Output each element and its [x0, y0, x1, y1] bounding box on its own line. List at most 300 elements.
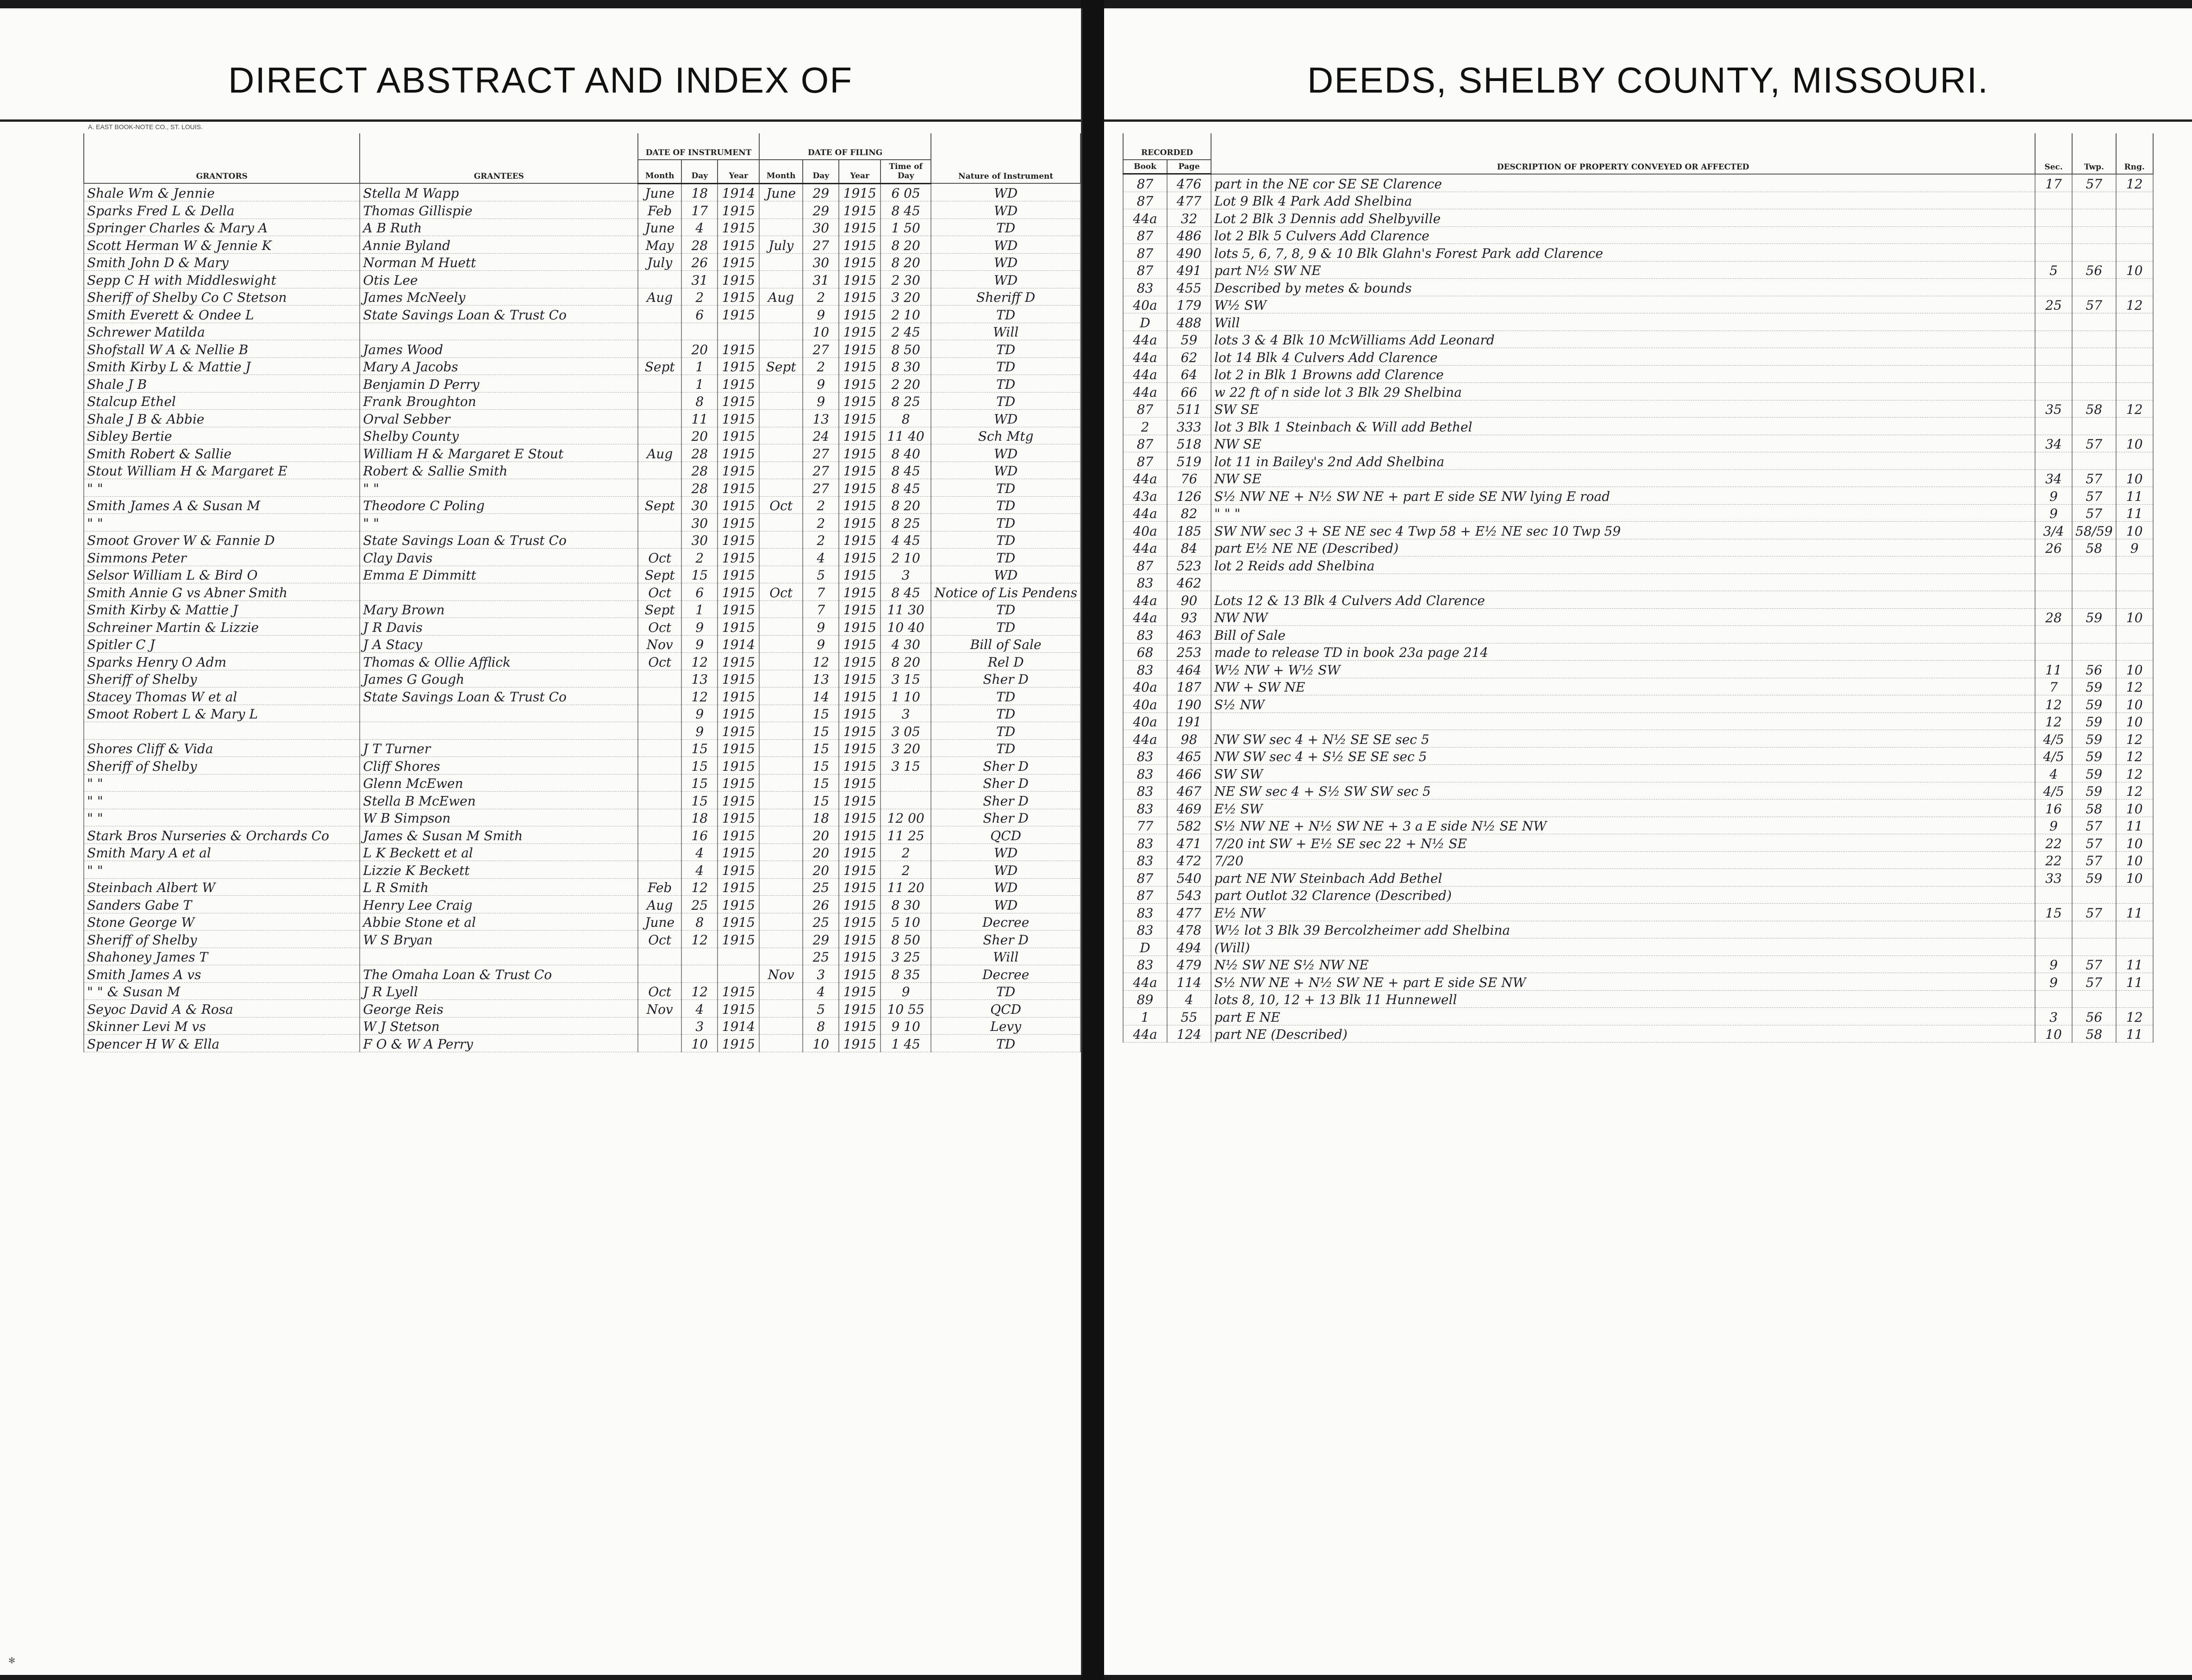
description-cell: lots 5, 6, 7, 8, 9 & 10 Blk Glahn's Forest Park add Clarence — [1211, 244, 2035, 262]
grantor-cell: Sibley Bertie — [84, 427, 360, 444]
sec-cell — [2035, 886, 2072, 904]
filing-month-cell — [759, 861, 803, 879]
instrument-month-cell — [638, 531, 681, 549]
ledger-row — [84, 549, 1080, 566]
filing-year-cell: 1915 — [839, 600, 881, 618]
instrument-day-cell: 16 — [681, 826, 718, 844]
twp-cell — [2072, 418, 2116, 435]
filing-day-cell: 2 — [803, 288, 839, 306]
rng-cell: 11 — [2116, 817, 2153, 834]
instrument-month-cell: Oct — [638, 982, 681, 1000]
twp-cell — [2072, 365, 2116, 383]
ledger-row — [84, 722, 1080, 740]
instrument-day-cell: 12 — [681, 931, 718, 948]
ledger-row — [1123, 626, 2153, 643]
instrument-day-cell: 4 — [681, 219, 718, 236]
grantor-cell: Steinbach Albert W — [84, 878, 360, 896]
left-table-body — [84, 183, 1080, 1052]
instrument-year-cell: 1915 — [718, 583, 759, 601]
instrument-year-cell: 1915 — [718, 739, 759, 757]
sec-cell: 26 — [2035, 539, 2072, 556]
ledger-row — [1123, 990, 2153, 1008]
instrument-year-cell — [718, 323, 759, 340]
filing-month-cell — [759, 462, 803, 479]
grantee-cell: George Reis — [360, 1000, 638, 1018]
nature-cell: Sher D — [931, 792, 1080, 809]
grantor-cell: Shale J B & Abbie — [84, 410, 360, 427]
instrument-year-cell: 1915 — [718, 566, 759, 583]
nature-cell: Sheriff D — [931, 288, 1080, 306]
ledger-row — [84, 183, 1080, 201]
filing-day-cell: 3 — [803, 965, 839, 983]
filing-month-cell — [759, 253, 803, 271]
rng-cell: 10 — [2116, 435, 2153, 452]
filing-year-cell: 1915 — [839, 1000, 881, 1018]
instrument-year-header: Year — [718, 160, 759, 183]
nature-cell: TD — [931, 375, 1080, 393]
instrument-day-cell: 1 — [681, 600, 718, 618]
nature-cell: Will — [931, 323, 1080, 340]
ledger-row — [84, 982, 1080, 1000]
sec-cell — [2035, 938, 2072, 956]
book-cell: 1 — [1123, 1008, 1167, 1025]
ledger-row — [84, 253, 1080, 271]
filing-month-cell — [759, 913, 803, 931]
time-of-day-cell: 3 20 — [881, 739, 931, 757]
rng-cell — [2116, 383, 2153, 400]
sec-cell: 28 — [2035, 608, 2072, 626]
time-of-day-cell: 8 30 — [881, 896, 931, 913]
rng-cell: 11 — [2116, 904, 2153, 921]
filing-year-cell: 1915 — [839, 496, 881, 514]
sec-cell: 34 — [2035, 435, 2072, 452]
instrument-day-cell: 12 — [681, 653, 718, 670]
instrument-year-cell: 1915 — [718, 427, 759, 444]
nature-cell: TD — [931, 392, 1080, 410]
book-cell: 83 — [1123, 904, 1167, 921]
time-of-day-cell: 8 20 — [881, 253, 931, 271]
book-cell: 83 — [1123, 661, 1167, 678]
sec-cell — [2035, 643, 2072, 661]
book-cell: 87 — [1123, 452, 1167, 470]
ledger-row — [84, 583, 1080, 601]
ledger-row — [1123, 661, 2153, 678]
time-of-day-cell: 3 20 — [881, 288, 931, 306]
filing-day-cell: 9 — [803, 392, 839, 410]
grantor-cell: Stark Bros Nurseries & Orchards Co — [84, 826, 360, 844]
filing-month-cell: Oct — [759, 496, 803, 514]
description-cell: part in the NE cor SE SE Clarence — [1211, 174, 2035, 192]
filing-year-cell: 1915 — [839, 531, 881, 549]
instrument-year-cell: 1915 — [718, 306, 759, 323]
filing-month-cell — [759, 375, 803, 393]
instrument-year-cell: 1915 — [718, 496, 759, 514]
filing-year-cell: 1915 — [839, 670, 881, 687]
grantor-cell: Smith James A & Susan M — [84, 496, 360, 514]
description-cell: part E NE — [1211, 1008, 2035, 1025]
instrument-month-cell — [638, 965, 681, 983]
instrument-month-cell — [638, 739, 681, 757]
instrument-day-cell: 31 — [681, 271, 718, 288]
description-cell: NW SE — [1211, 469, 2035, 487]
grantor-cell: Seyoc David A & Rosa — [84, 1000, 360, 1018]
grantor-cell: " " — [84, 774, 360, 792]
grantee-cell: State Savings Loan & Trust Co — [360, 306, 638, 323]
time-of-day-cell: 3 15 — [881, 670, 931, 687]
filing-month-cell — [759, 427, 803, 444]
page-cell: 472 — [1167, 851, 1211, 869]
twp-cell: 57 — [2072, 487, 2116, 505]
instrument-day-cell — [681, 323, 718, 340]
nature-cell: Decree — [931, 965, 1080, 983]
instrument-day-cell: 11 — [681, 410, 718, 427]
filing-year-cell: 1915 — [839, 1035, 881, 1052]
description-cell: part NE (Described) — [1211, 1025, 2035, 1043]
instrument-year-cell: 1915 — [718, 618, 759, 636]
grantor-cell: Sparks Fred L & Della — [84, 201, 360, 219]
filing-day-cell: 7 — [803, 583, 839, 601]
instrument-month-cell: Oct — [638, 931, 681, 948]
ledger-row — [84, 600, 1080, 618]
instrument-year-cell: 1915 — [718, 1000, 759, 1018]
ledger-row — [1123, 331, 2153, 348]
page-cell: 479 — [1167, 956, 1211, 973]
ledger-row — [84, 792, 1080, 809]
description-cell: S½ NW NE + N½ SW NE + part E side SE NW — [1211, 973, 2035, 991]
grantor-grantee-table — [83, 133, 1081, 1052]
ledger-row — [1123, 209, 2153, 227]
nature-cell: Will — [931, 948, 1080, 965]
instrument-month-cell — [638, 705, 681, 722]
instrument-day-cell: 6 — [681, 306, 718, 323]
ledger-row — [84, 1000, 1080, 1018]
description-cell: NW SE — [1211, 435, 2035, 452]
instrument-month-cell: Oct — [638, 618, 681, 636]
instrument-year-cell: 1915 — [718, 931, 759, 948]
instrument-month-cell — [638, 687, 681, 705]
ledger-row — [84, 566, 1080, 583]
book-cell: 87 — [1123, 556, 1167, 574]
twp-cell: 56 — [2072, 1008, 2116, 1025]
twp-cell — [2072, 643, 2116, 661]
ledger-row — [84, 496, 1080, 514]
ledger-row — [1123, 383, 2153, 400]
book-cell: 87 — [1123, 400, 1167, 418]
book-cell: 44a — [1123, 730, 1167, 748]
sec-cell: 11 — [2035, 661, 2072, 678]
time-of-day-cell: 8 45 — [881, 462, 931, 479]
page-cell: 114 — [1167, 973, 1211, 991]
sec-cell — [2035, 990, 2072, 1008]
nature-cell: TD — [931, 739, 1080, 757]
instrument-month-cell — [638, 340, 681, 358]
instrument-day-cell: 20 — [681, 340, 718, 358]
filing-month-cell — [759, 271, 803, 288]
grantor-cell: " " — [84, 861, 360, 879]
nature-cell: Sher D — [931, 670, 1080, 687]
filing-year-cell: 1915 — [839, 1017, 881, 1035]
grantor-cell: Smith Annie G vs Abner Smith — [84, 583, 360, 601]
filing-day-cell: 15 — [803, 774, 839, 792]
instrument-month-cell: Oct — [638, 653, 681, 670]
filing-day-cell: 9 — [803, 375, 839, 393]
grantor-cell: " " — [84, 514, 360, 531]
page-cell: 463 — [1167, 626, 1211, 643]
sec-cell — [2035, 574, 2072, 591]
instrument-year-cell: 1915 — [718, 843, 759, 861]
ledger-row — [1123, 469, 2153, 487]
description-cell: W½ NW + W½ SW — [1211, 661, 2035, 678]
ledger-row — [1123, 712, 2153, 730]
sec-cell — [2035, 556, 2072, 574]
description-cell — [1211, 712, 2035, 730]
right-title-band — [1104, 8, 2192, 122]
filing-year-cell: 1915 — [839, 653, 881, 670]
instrument-day-cell: 12 — [681, 878, 718, 896]
grantor-cell: Spitler C J — [84, 635, 360, 653]
book-cell: 87 — [1123, 174, 1167, 192]
instrument-year-cell: 1915 — [718, 514, 759, 531]
twp-cell: 58 — [2072, 539, 2116, 556]
date-of-instrument-header: DATE OF INSTRUMENT — [638, 133, 759, 160]
page-cell: 464 — [1167, 661, 1211, 678]
page-cell: 540 — [1167, 869, 1211, 887]
rng-cell — [2116, 574, 2153, 591]
twp-cell: 57 — [2072, 904, 2116, 921]
instrument-day-cell: 25 — [681, 896, 718, 913]
nature-cell: TD — [931, 722, 1080, 740]
nature-cell: TD — [931, 687, 1080, 705]
rng-cell: 11 — [2116, 487, 2153, 505]
twp-cell — [2072, 938, 2116, 956]
sec-cell — [2035, 383, 2072, 400]
sec-cell: 25 — [2035, 296, 2072, 313]
ledger-row — [1123, 904, 2153, 921]
instrument-year-cell: 1915 — [718, 271, 759, 288]
ledger-row — [84, 653, 1080, 670]
time-of-day-cell: 2 45 — [881, 323, 931, 340]
instrument-month-cell: Sept — [638, 496, 681, 514]
instrument-year-cell: 1915 — [718, 253, 759, 271]
nature-cell: Sch Mtg — [931, 427, 1080, 444]
grantor-cell: Sheriff of Shelby — [84, 670, 360, 687]
page-cell: 462 — [1167, 574, 1211, 591]
filing-month-cell — [759, 410, 803, 427]
rng-cell: 10 — [2116, 522, 2153, 539]
sec-cell: 15 — [2035, 904, 2072, 921]
page-cell: 190 — [1167, 695, 1211, 713]
ledger-row — [1123, 817, 2153, 834]
filing-month-cell — [759, 566, 803, 583]
filing-day-cell: 15 — [803, 739, 839, 757]
twp-cell: 59 — [2072, 730, 2116, 748]
filing-year-cell: 1915 — [839, 826, 881, 844]
book-cell: 40a — [1123, 522, 1167, 539]
grantor-cell: Smith James A vs — [84, 965, 360, 983]
instrument-day-cell: 18 — [681, 809, 718, 826]
rng-cell: 10 — [2116, 799, 2153, 817]
sec-cell: 12 — [2035, 712, 2072, 730]
instrument-year-cell: 1915 — [718, 896, 759, 913]
filing-year-cell: 1915 — [839, 236, 881, 254]
filing-month-cell — [759, 1035, 803, 1052]
rng-cell: 11 — [2116, 1025, 2153, 1043]
instrument-year-cell: 1915 — [718, 653, 759, 670]
grantor-cell: Shofstall W A & Nellie B — [84, 340, 360, 358]
filing-day-cell: 13 — [803, 670, 839, 687]
instrument-day-cell: 1 — [681, 375, 718, 393]
instrument-year-cell: 1915 — [718, 878, 759, 896]
nature-cell: TD — [931, 1035, 1080, 1052]
twp-cell: 57 — [2072, 834, 2116, 852]
description-header: DESCRIPTION OF PROPERTY CONVEYED OR AFFECTED — [1211, 133, 2035, 174]
grantee-cell: Shelby County — [360, 427, 638, 444]
instrument-month-cell: Feb — [638, 201, 681, 219]
filing-day-cell: 12 — [803, 653, 839, 670]
ledger-row — [1123, 591, 2153, 609]
time-of-day-cell: 9 — [881, 982, 931, 1000]
filing-year-cell: 1915 — [839, 357, 881, 375]
book-cell: 40a — [1123, 712, 1167, 730]
twp-cell: 59 — [2072, 747, 2116, 765]
filing-day-cell: 30 — [803, 253, 839, 271]
instrument-day-cell: 18 — [681, 183, 718, 201]
ledger-row — [84, 826, 1080, 844]
instrument-year-cell: 1915 — [718, 549, 759, 566]
instrument-year-cell: 1915 — [718, 774, 759, 792]
ledger-row — [84, 531, 1080, 549]
ledger-row — [1123, 921, 2153, 938]
ledger-row — [84, 913, 1080, 931]
filing-month-cell — [759, 444, 803, 462]
description-cell: Will — [1211, 313, 2035, 331]
instrument-year-cell: 1914 — [718, 635, 759, 653]
grantee-cell: Stella B McEwen — [360, 792, 638, 809]
ledger-row — [1123, 313, 2153, 331]
instrument-year-cell: 1915 — [718, 757, 759, 774]
nature-cell: TD — [931, 982, 1080, 1000]
instrument-year-cell: 1915 — [718, 722, 759, 740]
instrument-day-cell: 4 — [681, 861, 718, 879]
grantor-cell: Stacey Thomas W et al — [84, 687, 360, 705]
instrument-year-cell: 1915 — [718, 392, 759, 410]
grantee-cell — [360, 948, 638, 965]
grantor-cell: Schreiner Martin & Lizzie — [84, 618, 360, 636]
instrument-year-cell: 1915 — [718, 219, 759, 236]
rng-cell — [2116, 331, 2153, 348]
time-of-day-cell: 11 30 — [881, 600, 931, 618]
page-cell: 486 — [1167, 226, 1211, 244]
grantee-cell — [360, 583, 638, 601]
time-of-day-cell: 3 15 — [881, 757, 931, 774]
ledger-row — [1123, 834, 2153, 852]
book-cell: 44a — [1123, 209, 1167, 227]
book-cell: D — [1123, 313, 1167, 331]
description-cell: lots 8, 10, 12 + 13 Blk 11 Hunnewell — [1211, 990, 2035, 1008]
instrument-day-cell: 28 — [681, 462, 718, 479]
filing-year-cell: 1915 — [839, 931, 881, 948]
instrument-day-cell: 13 — [681, 670, 718, 687]
sec-header: Sec. — [2035, 133, 2072, 174]
instrument-year-cell: 1915 — [718, 809, 759, 826]
description-cell: SW NW sec 3 + SE NE sec 4 Twp 58 + E½ NE sec 10 Twp 59 — [1211, 522, 2035, 539]
description-cell: lot 11 in Bailey's 2nd Add Shelbina — [1211, 452, 2035, 470]
instrument-year-cell: 1915 — [718, 687, 759, 705]
twp-cell: 59 — [2072, 782, 2116, 799]
rng-cell — [2116, 313, 2153, 331]
instrument-day-cell: 15 — [681, 566, 718, 583]
time-of-day-cell: 8 50 — [881, 340, 931, 358]
book-cell: 83 — [1123, 834, 1167, 852]
grantee-cell: James G Gough — [360, 670, 638, 687]
twp-cell: 59 — [2072, 695, 2116, 713]
twp-cell — [2072, 626, 2116, 643]
instrument-year-cell — [718, 965, 759, 983]
book-cell: 83 — [1123, 782, 1167, 799]
filing-month-cell — [759, 618, 803, 636]
grantee-cell: A B Ruth — [360, 219, 638, 236]
nature-cell: Sher D — [931, 774, 1080, 792]
rng-cell: 12 — [2116, 747, 2153, 765]
book-cell: 83 — [1123, 626, 1167, 643]
description-cell: lot 2 in Blk 1 Browns add Clarence — [1211, 365, 2035, 383]
instrument-day-cell: 20 — [681, 427, 718, 444]
description-cell: " " " — [1211, 504, 2035, 522]
instrument-month-cell — [638, 670, 681, 687]
description-cell: w 22 ft of n side lot 3 Blk 29 Shelbina — [1211, 383, 2035, 400]
nature-cell: WD — [931, 271, 1080, 288]
ledger-row — [84, 340, 1080, 358]
instrument-day-cell: 2 — [681, 549, 718, 566]
instrument-year-cell: 1915 — [718, 861, 759, 879]
ledger-row — [1123, 956, 2153, 973]
ledger-row — [1123, 782, 2153, 799]
grantee-cell: Norman M Huett — [360, 253, 638, 271]
page-cell: 253 — [1167, 643, 1211, 661]
grantee-cell: Thomas & Ollie Afflick — [360, 653, 638, 670]
twp-cell — [2072, 574, 2116, 591]
book-cell: 44a — [1123, 331, 1167, 348]
filing-day-cell: 2 — [803, 496, 839, 514]
book-cell: 83 — [1123, 799, 1167, 817]
ledger-row — [1123, 695, 2153, 713]
book-cell: 83 — [1123, 956, 1167, 973]
filing-month-cell — [759, 219, 803, 236]
nature-cell: WD — [931, 410, 1080, 427]
rng-cell — [2116, 279, 2153, 296]
twp-cell: 56 — [2072, 261, 2116, 279]
page-cell: 187 — [1167, 678, 1211, 695]
filing-year-cell: 1915 — [839, 792, 881, 809]
sec-cell — [2035, 209, 2072, 227]
sec-cell: 5 — [2035, 261, 2072, 279]
rng-cell: 10 — [2116, 851, 2153, 869]
rng-cell — [2116, 452, 2153, 470]
twp-cell: 56 — [2072, 661, 2116, 678]
ledger-row — [84, 965, 1080, 983]
right-page-title: DEEDS, SHELBY COUNTY, MISSOURI. — [1307, 60, 1989, 100]
twp-cell — [2072, 921, 2116, 938]
page-cell: 488 — [1167, 313, 1211, 331]
filing-month-cell — [759, 600, 803, 618]
twp-cell — [2072, 209, 2116, 227]
ledger-row — [1123, 418, 2153, 435]
filing-year-cell: 1915 — [839, 549, 881, 566]
instrument-year-cell: 1915 — [718, 444, 759, 462]
grantor-cell: Smith Kirby L & Mattie J — [84, 357, 360, 375]
description-cell: Lots 12 & 13 Blk 4 Culvers Add Clarence — [1211, 591, 2035, 609]
grantor-cell: Shale Wm & Jennie — [84, 183, 360, 201]
